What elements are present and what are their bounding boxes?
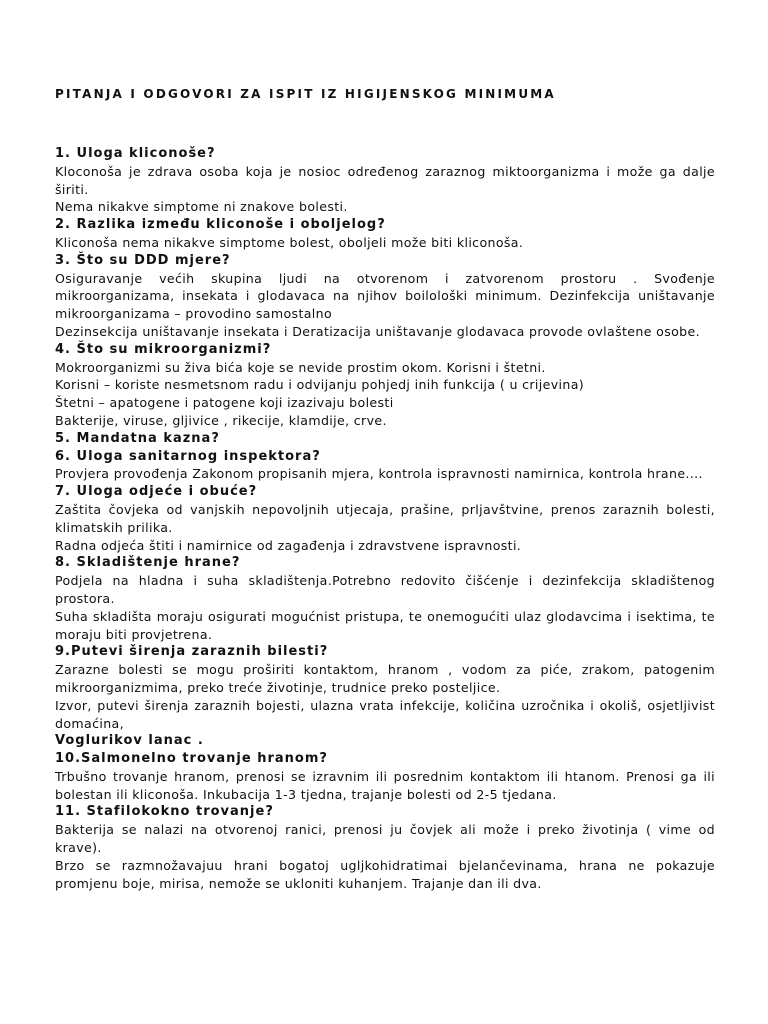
answer-paragraph: Dezinsekcija uništavanje insekata i Deratizacija uništavanje glodavaca provode ovlaštene osobe. — [55, 323, 700, 339]
question-heading: 8. Skladištenje hrane? — [55, 555, 241, 571]
answer-paragraph: Bakterije, viruse, gljivice , rikecije, klamdije, crve. — [55, 412, 387, 428]
question-heading: 4. Što su mikroorganizmi? — [55, 341, 272, 357]
answer-paragraph: Brzo se razmnožavajuu hrani bogatoj ugljkohidratimai bjelančevinama, hrana ne pokazuje promjenu boje, mirisa, nemože se ukloniti kuhanjem. Trajanje dan ili dva. — [55, 857, 715, 891]
answer-paragraph: Suha skladišta moraju osigurati mogućnist pristupa, te onemogućiti ulaz glodavcima i isektima, te moraju biti provjetrena. — [55, 608, 715, 642]
question-heading: 7. Uloga odjeće i obuće? — [55, 484, 258, 500]
answer-paragraph: Izvor, putevi širenja zaraznih bojesti, ulazna vrata infekcije, količina uzročnika i okoliš, osjetljivist domaćina, — [55, 697, 715, 731]
question-heading: 1. Uloga kliconoše? — [55, 146, 216, 161]
question-heading: 11. Stafilokokno trovanje? — [55, 804, 274, 820]
answer-paragraph: Zaštita čovjeka od vanjskih nepovoljnih utjecaja, prašine, prljavštvine, prenos zaraznih bolesti, klimatskih prilika. — [55, 501, 715, 535]
answer-paragraph: Provjera provođenja Zakonom propisanih mjera, kontrola ispravnosti namirnica, kontrola hrane.... — [55, 466, 703, 482]
answer-paragraph: Nema nikakve simptome ni znakove bolesti. — [55, 199, 348, 215]
answer-paragraph: Radna odjeća štiti i namirnice od zagađenja i zdravstvene ispravnosti. — [55, 537, 522, 553]
document-page — [55, 86, 715, 892]
answer-paragraph: Kloconoša je zdrava osoba koja je nosioc određenog zaraznog miktoorganizma i može ga dalje širiti. — [55, 163, 715, 197]
answer-paragraph: Bakterija se nalazi na otvorenoj ranici, prenosi ju čovjek ali može i preko životinja ( vime od krave). — [55, 822, 715, 856]
answer-paragraph: Štetni – apatogene i patogene koji izazivaju bolesti — [55, 395, 394, 411]
question-heading: Voglurikov lanac . — [55, 733, 204, 749]
answer-paragraph: Podjela na hladna i suha skladištenja.Potrebno redovito čišćenje i dezinfekcija skladištenog prostora. — [55, 573, 715, 606]
answer-paragraph: Trbušno trovanje hranom, prenosi se izravnim ili posrednim kontaktom ili htanom. Prenosi ga ili bolestan ili kliconoša. Inkubacija 1-3 tjedna, trajanje bolesti od 2-5 tjedana. — [55, 768, 715, 802]
answer-paragraph: Kliconoša nema nikakve simptome bolest, oboljeli može biti kliconoša. — [55, 234, 524, 250]
question-heading: 10.Salmonelno trovanje hranom? — [55, 751, 328, 767]
question-heading: 3. Što su DDD mjere? — [55, 252, 231, 268]
document-body — [55, 145, 715, 892]
question-heading: 5. Mandatna kazna? — [55, 430, 220, 446]
document-title: PITANJA I ODGOVORI ZA ISPIT IZ HIGIJENSKOG MINIMUMA — [55, 87, 556, 101]
answer-paragraph: Mokroorganizmi su živa bića koje se nevide prostim okom. Korisni i štetni. — [55, 359, 546, 375]
answer-paragraph: Osiguravanje većih skupina ljudi na otvorenom i zatvorenom prostoru . Svođenje mikroorganizama, insekata i glodavaca na njihov boilološki minimum. Dezinfekcija uništavanje mikroorganizama – provodino samostalno — [55, 270, 715, 322]
answer-paragraph: Korisni – koriste nesmetsnom radu i odvijanju pohjedj inih funkcija ( u crijevina) — [55, 377, 585, 393]
question-heading: 6. Uloga sanitarnog inspektora? — [55, 448, 321, 464]
question-heading: 2. Razlika između kliconoše i oboljelog? — [55, 217, 386, 233]
answer-paragraph: Zarazne bolesti se mogu proširiti kontaktom, hranom , vodom za piće, zrakom, patogenim mikroorganizmima, preko treće životinje, trudnice preko posteljice. — [55, 662, 715, 695]
question-heading: 9.Putevi širenja zaraznih bilesti? — [55, 644, 329, 660]
